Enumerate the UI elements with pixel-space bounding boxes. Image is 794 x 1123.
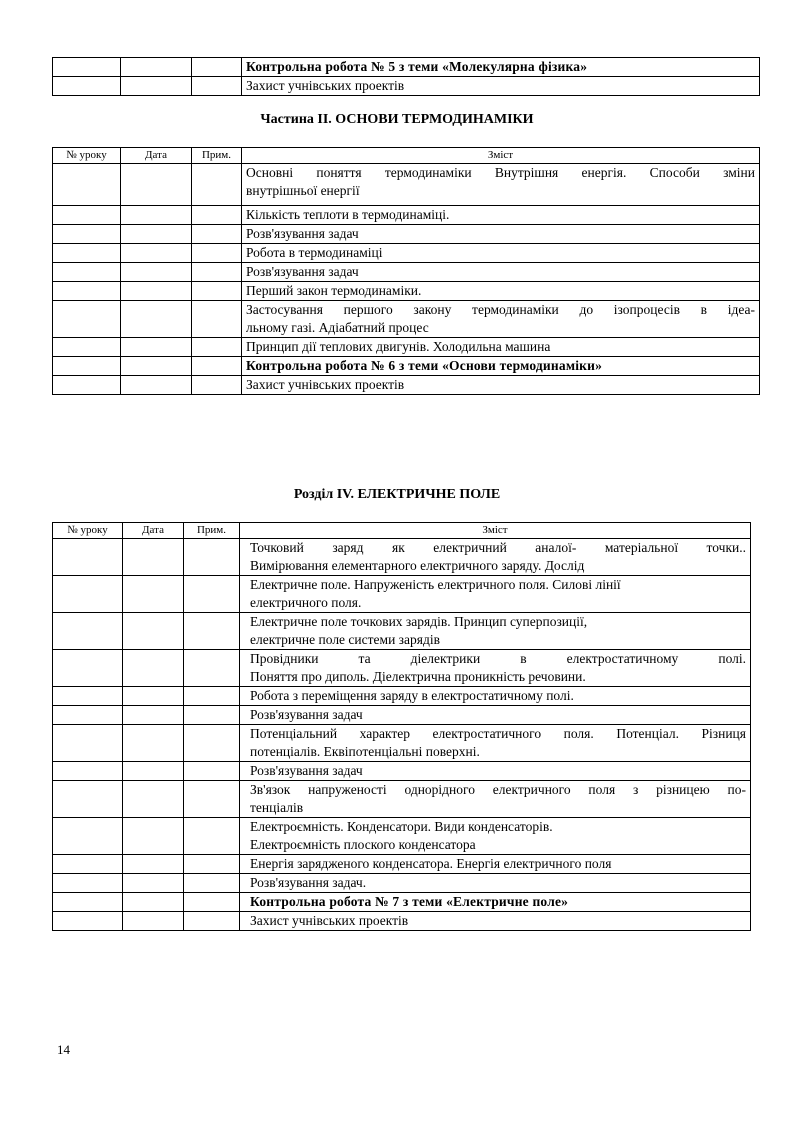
note-cell xyxy=(184,818,240,855)
content-cell xyxy=(242,301,760,338)
content-line: Робота в термодинаміці xyxy=(246,245,383,260)
content-line: Електроємність. Конденсатори. Види конденсаторів. xyxy=(250,819,553,834)
content-cell xyxy=(242,244,760,263)
date-cell xyxy=(123,725,184,762)
table-row xyxy=(53,781,751,818)
date-cell xyxy=(121,301,192,338)
note-cell xyxy=(184,576,240,613)
lesson-cell xyxy=(53,762,123,781)
date-cell xyxy=(121,206,192,225)
part2-table xyxy=(52,147,760,395)
note-cell xyxy=(192,338,242,357)
content-line: Розв'язування задач. xyxy=(250,875,367,890)
note-cell xyxy=(192,58,242,77)
content-cell xyxy=(242,376,760,395)
header-note: Прим. xyxy=(184,523,240,539)
table-row xyxy=(53,893,751,912)
content-line: Застосування першого закону термодинаміки до ізопроцесів в ідеа- xyxy=(246,302,755,317)
content-line: льному газі. Адіабатний процес xyxy=(246,320,429,335)
lesson-cell xyxy=(53,855,123,874)
note-cell xyxy=(192,282,242,301)
content-cell xyxy=(240,893,751,912)
note-cell xyxy=(184,762,240,781)
date-cell xyxy=(123,855,184,874)
content-cell xyxy=(242,263,760,282)
lesson-cell xyxy=(53,912,123,931)
content-cell xyxy=(240,687,751,706)
content-line: Розв'язування задач xyxy=(246,264,359,279)
date-cell xyxy=(121,376,192,395)
content-line: електричне поле системи зарядів xyxy=(250,632,440,647)
section4-heading: Розділ IV. ЕЛЕКТРИЧНЕ ПОЛЕ xyxy=(293,487,501,502)
lesson-cell xyxy=(53,225,121,244)
lesson-cell xyxy=(53,874,123,893)
lesson-cell xyxy=(53,781,123,818)
content-cell xyxy=(240,874,751,893)
note-cell xyxy=(192,376,242,395)
note-cell xyxy=(192,77,242,96)
date-cell xyxy=(121,225,192,244)
content-cell xyxy=(240,762,751,781)
content-line: Електричне поле точкових зарядів. Принцип суперпозиції, xyxy=(250,614,588,629)
header-content: Зміст xyxy=(242,148,760,164)
content-line: Робота з переміщення заряду в електростатичному полі. xyxy=(250,688,574,703)
lesson-cell xyxy=(53,301,121,338)
date-cell xyxy=(121,77,192,96)
note-cell xyxy=(184,855,240,874)
date-cell xyxy=(123,818,184,855)
lesson-cell xyxy=(53,263,121,282)
lesson-cell xyxy=(53,687,123,706)
table-row xyxy=(53,376,760,395)
content-line: тенціалів xyxy=(250,800,304,815)
header-lesson: № уроку xyxy=(53,148,121,164)
content-line: Розв'язування задач xyxy=(246,226,359,241)
table-row xyxy=(53,357,760,376)
table-row xyxy=(53,263,760,282)
note-cell xyxy=(184,539,240,576)
content-line: Зв'язок напруженості однорідного електричного поля з різницею по- xyxy=(250,782,746,797)
content-cell xyxy=(240,818,751,855)
header-content: Зміст xyxy=(240,523,751,539)
content-line: Основні поняття термодинаміки Внутрішня енергія. Способи зміни xyxy=(246,165,755,180)
table-row xyxy=(53,613,751,650)
lesson-cell xyxy=(53,893,123,912)
lesson-cell xyxy=(53,576,123,613)
lesson-cell xyxy=(53,164,121,206)
lesson-cell xyxy=(53,376,121,395)
table-row xyxy=(53,244,760,263)
date-cell xyxy=(123,539,184,576)
content-line: Вимірювання елементарного електричного заряду. Дослід xyxy=(250,558,585,573)
content-cell: Захист учнівських проектів xyxy=(242,77,760,96)
table-row xyxy=(53,225,760,244)
note-cell xyxy=(184,725,240,762)
note-cell xyxy=(184,781,240,818)
content-cell xyxy=(240,781,751,818)
note-cell xyxy=(184,687,240,706)
content-line: Електроємність плоского конденсатора xyxy=(250,837,476,852)
table-row xyxy=(53,818,751,855)
content-line: Захист учнівських проектів xyxy=(246,377,405,392)
content-cell xyxy=(240,650,751,687)
note-cell xyxy=(184,613,240,650)
note-cell xyxy=(192,225,242,244)
note-cell xyxy=(184,874,240,893)
page-number: 14 xyxy=(57,1042,70,1057)
date-cell xyxy=(121,357,192,376)
table-row xyxy=(53,338,760,357)
content-line: Електричне поле. Напруженість електричного поля. Силові лінії xyxy=(250,577,621,592)
date-cell xyxy=(123,893,184,912)
note-cell xyxy=(192,301,242,338)
content-cell xyxy=(242,225,760,244)
date-cell xyxy=(123,576,184,613)
content-cell xyxy=(240,706,751,725)
content-cell xyxy=(242,164,760,206)
table-row xyxy=(53,206,760,225)
date-cell xyxy=(121,338,192,357)
lesson-cell xyxy=(53,338,121,357)
header-note: Прим. xyxy=(192,148,242,164)
note-cell xyxy=(184,912,240,931)
table-row xyxy=(53,576,751,613)
section4-table xyxy=(52,522,751,931)
date-cell xyxy=(123,874,184,893)
content-line: Контрольна робота № 7 з теми «Електричне поле» xyxy=(250,894,569,909)
content-cell xyxy=(242,206,760,225)
table-row xyxy=(53,855,751,874)
date-cell xyxy=(123,762,184,781)
lesson-cell xyxy=(53,77,121,96)
header-date: Дата xyxy=(121,148,192,164)
date-cell xyxy=(123,706,184,725)
content-line: потенціалів. Еквіпотенціальні поверхні. xyxy=(250,744,480,759)
content-cell xyxy=(240,576,751,613)
date-cell xyxy=(123,650,184,687)
date-cell xyxy=(123,912,184,931)
lesson-cell xyxy=(53,206,121,225)
table-row xyxy=(53,164,760,206)
content-cell xyxy=(240,855,751,874)
content-line: електричного поля. xyxy=(250,595,362,610)
note-cell xyxy=(192,263,242,282)
lesson-cell xyxy=(53,58,121,77)
date-cell xyxy=(121,263,192,282)
date-cell xyxy=(123,781,184,818)
content-line: Захист учнівських проектів xyxy=(250,913,409,928)
note-cell xyxy=(192,206,242,225)
content-line: Кількість теплоти в термодинаміці. xyxy=(246,207,450,222)
content-line: Перший закон термодинаміки. xyxy=(246,283,422,298)
content-cell: Контрольна робота № 5 з теми «Молекулярна фізика» xyxy=(242,58,760,77)
content-line: Контрольна робота № 6 з теми «Основи термодинаміки» xyxy=(246,358,603,373)
content-cell xyxy=(242,282,760,301)
content-line: Розв'язування задач xyxy=(250,707,363,722)
content-line: Точковий заряд як електричний аналої- матеріальної точки.. xyxy=(250,540,746,555)
table-row xyxy=(53,539,751,576)
date-cell xyxy=(121,282,192,301)
lesson-cell xyxy=(53,706,123,725)
content-line: Поняття про диполь. Діелектрична проникність речовини. xyxy=(250,669,586,684)
part2-heading: Частина ІІ. ОСНОВИ ТЕРМОДИНАМІКИ xyxy=(260,112,534,127)
table-row xyxy=(53,725,751,762)
content-cell xyxy=(240,725,751,762)
lesson-cell xyxy=(53,818,123,855)
content-cell xyxy=(240,912,751,931)
date-cell xyxy=(121,244,192,263)
note-cell xyxy=(192,164,242,206)
date-cell xyxy=(123,687,184,706)
table-row xyxy=(53,762,751,781)
content-line: внутрішньої енергії xyxy=(246,183,360,198)
note-cell xyxy=(192,244,242,263)
table-row xyxy=(53,706,751,725)
date-cell xyxy=(123,613,184,650)
content-cell xyxy=(242,338,760,357)
date-cell xyxy=(121,164,192,206)
header-lesson: № уроку xyxy=(53,523,123,539)
lesson-cell xyxy=(53,539,123,576)
table-row xyxy=(53,282,760,301)
lesson-cell xyxy=(53,282,121,301)
table-top xyxy=(52,57,760,96)
lesson-cell xyxy=(53,357,121,376)
table-row xyxy=(53,687,751,706)
note-cell xyxy=(184,650,240,687)
note-cell xyxy=(184,706,240,725)
table-row xyxy=(53,301,760,338)
table-row xyxy=(53,912,751,931)
content-cell xyxy=(240,539,751,576)
content-cell xyxy=(242,357,760,376)
note-cell xyxy=(184,893,240,912)
content-line: Потенціальний характер електростатичного поля. Потенціал. Різниця xyxy=(250,726,746,741)
lesson-cell xyxy=(53,244,121,263)
content-line: Принцип дії теплових двигунів. Холодильна машина xyxy=(246,339,551,354)
content-line: Енергія зарядженого конденсатора. Енергія електричного поля xyxy=(250,856,612,871)
content-line: Провідники та діелектрики в електростатичному полі. xyxy=(250,651,746,666)
content-cell xyxy=(240,613,751,650)
table-row xyxy=(53,874,751,893)
lesson-cell xyxy=(53,650,123,687)
content-line: Розв'язування задач xyxy=(250,763,363,778)
lesson-cell xyxy=(53,725,123,762)
date-cell xyxy=(121,58,192,77)
lesson-cell xyxy=(53,613,123,650)
header-date: Дата xyxy=(123,523,184,539)
note-cell xyxy=(192,357,242,376)
table-row xyxy=(53,650,751,687)
